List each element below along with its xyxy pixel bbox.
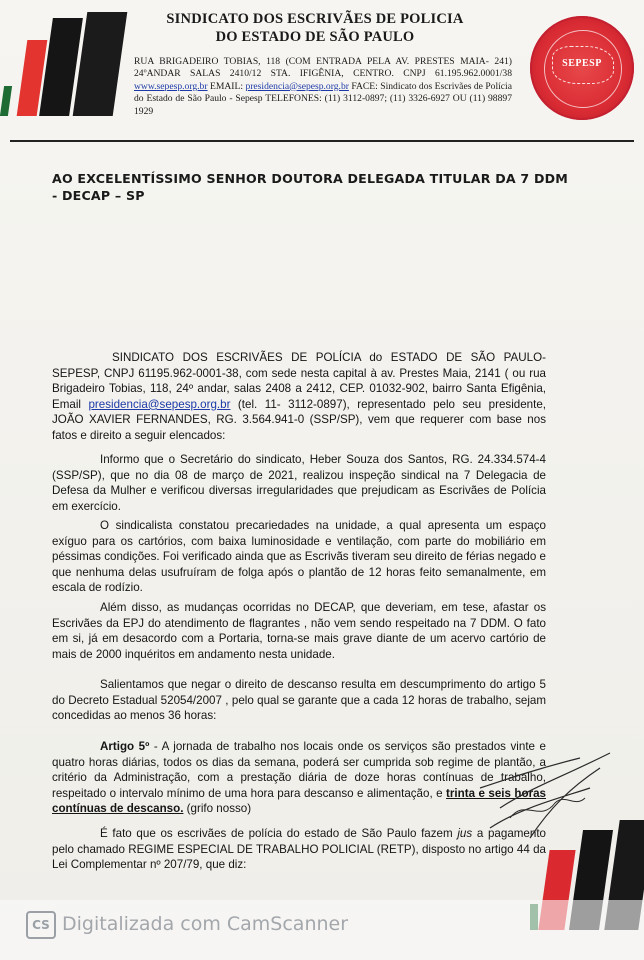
sindicate-logo-bars [0,8,130,116]
paragraph-decap: Além disso, as mudanças ocorridas no DECAP, que deveriam, em tese, afastar os Escrivães da EPJ do atendimento de flagrantes , não vem sendo respeitado na 7 DDM. O fato em si, já em desacordo com a Portaria, torna-se mais grave diante de um acervo cartório de mais de 2000 inquéritos em andamento nesta unidade. [52,601,546,661]
logo-green-bar [0,86,12,116]
org-title-line2: DO ESTADO DE SÃO PAULO [215,29,415,45]
seal-text: SEPESP [562,58,602,69]
article-text-a: - A jornada de trabalho nos locais onde os serviços são prestados vinte e quatro horas diárias, todos os dias da semana, poderá ser cumprida sob regime de plantão, a critério da Administração, com a prestação diária de doze horas contínuas de trabalho, respeitado o intervalo mínimo de uma hora para descanso e alimentação, e [52,740,546,800]
paragraph-intro [52,350,546,444]
paragraph-precarious: O sindicalista constatou precariedades na unidade, a qual apresenta um espaço exíguo para os cartórios, com baixa luminosidade e ventilação, com parte do mobiliário em péssimas condições. Foi verificado ainda que as Escrivãs tiveram seu direito de férias negado e que nenhuma delas usufruíram de folga após o plantão de 12 horas feito semanalmente, em escala de rodízio. [52,519,546,595]
email-label: EMAIL: [207,80,246,92]
header-divider [10,140,634,142]
sepesp-seal-icon [530,16,634,120]
p7-text-b: a pagamento pelo chamado REGIME ESPECIAL DE TRABALHO POLICIAL (RETP), disposto no artigo 44 da Lei Complementar nº 207/79, que diz: [52,827,546,872]
p1-email-link[interactable]: presidencia@sepesp.org.br [88,397,231,411]
paragraph-inspection: Informo que o Secretário do sindicato, Heber Souza dos Santos, RG. 24.334.574-4 (SSP/SP), que no dia 08 de março de 2021, realizou inspeção sindical na 7 Delegacia de Defesa da Mulher e verificou diversas irregularidades que prejudicam as Escrivães de Polícia em exercício. [52,453,546,513]
p1-text-b: (tel. 11- 3112-0897), representado pelo seu presidente, JOÃO XAVIER FERNANDES, RG. 3.564.941-0 (SSP/SP), vem que requerer com base nos fatos e direito a seguir elencados: [52,397,547,442]
email-link[interactable]: presidencia@sepesp.org.br [245,80,349,92]
org-title-line1: SINDICATO DOS ESCRIVÃES DE POLICIA [166,11,464,27]
article-underlined: trinta e seis horas contínuas de descanso. [52,786,546,816]
p1-text-a: SINDICATO DOS ESCRIVÃES DE POLÍCIA do ESTADO DE SÃO PAULO-SEPESP, CNPJ 61195.962-0001-38, com sede nesta capital à av. Prestes Maia, 2141 ( ou rua Brigadeiro Tobias, 118, 24º andar, salas 2408 a 2412, CEP. 01032-902, bairro Santa Efigênia, Email [52,351,546,411]
paragraph-rest-right: Salientamos que negar o direito de descanso resulta em descumprimento do artigo 5 do Decreto Estadual 52054/2007 , pelo qual se garante que a cada 12 horas de trabalho, sejam concedidas ao menos 36 horas: [52,678,546,723]
address-text-pre: RUA BRIGADEIRO TOBIAS, 118 (COM ENTRADA PELA AV. PRESTES MAIA- 241) 24ºANDAR SALAS 2410/12 STA. IFIGÊNIA, CENTRO. CNPJ 61.195.962.0001/38 [134,56,512,80]
article-label: Artigo 5º [100,740,150,753]
org-address [134,56,512,118]
p7-italic: jus [457,827,473,840]
addressee-heading: AO EXCELENTÍSSIMO SENHOR DOUTORA DELEGADA TITULAR DA 7 DDM - DECAP – SP [52,171,568,203]
article-text-b: (grifo nosso) [183,802,252,816]
camscanner-text: Digitalizada com CamScanner [62,913,349,935]
camscanner-logo-icon: CS [26,911,56,939]
org-title [150,10,480,46]
p7-text-a: É fato que os escrivães de polícia do estado de São Paulo fazem [100,827,458,840]
website-link[interactable]: www.sepesp.org.br [134,80,208,92]
camscanner-watermark [0,900,644,960]
address-text-post: FACE: Sindicato dos Escrivães de Polícia do Estado de São Paulo - Sepesp TELEFONES: (11) 3112-0897; (11) 3326-6927 OU (11) 98897 1929 [134,80,512,117]
